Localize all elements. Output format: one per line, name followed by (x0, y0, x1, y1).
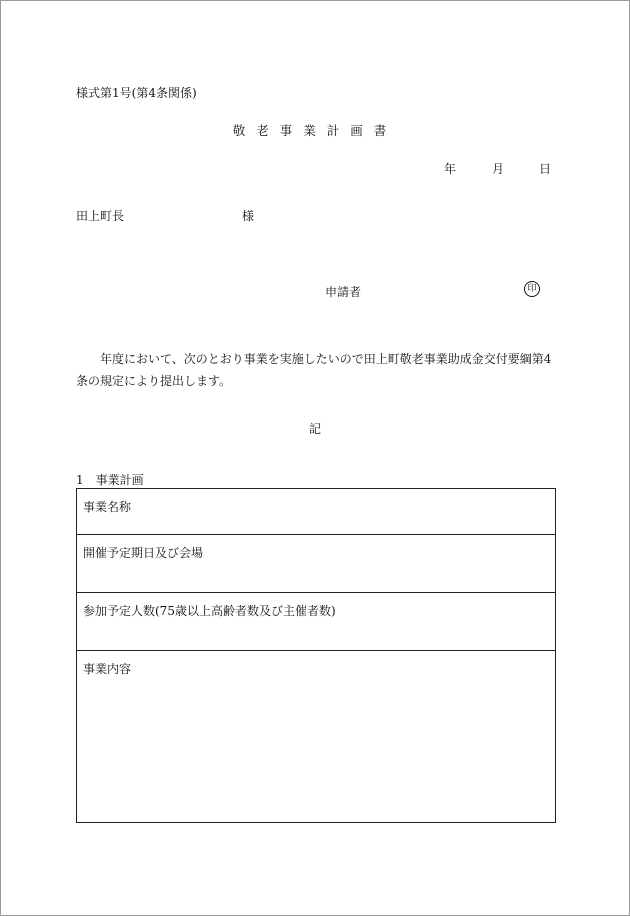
date-day-label: 日 (539, 162, 552, 176)
table-row (77, 489, 556, 535)
date-year-label: 年 (444, 162, 457, 176)
event-name-cell: 事業名称 (77, 489, 556, 535)
body-paragraph: 年度において、次のとおり事業を実施したいので田上町敬老事業助成金交付要綱第4条の規定により提出します。 (76, 352, 552, 388)
ki-heading: 記 (308, 422, 321, 436)
schedule-venue-cell: 開催予定期日及び会場 (77, 535, 556, 593)
participants-cell: 参加予定人数(75歳以上高齢者数及び主催者数) (77, 593, 556, 651)
addressee: 田上町長 (76, 209, 125, 223)
honorific: 様 (242, 209, 255, 223)
section-title: 1 事業計画 (76, 473, 144, 487)
event-content-cell: 事業内容 (77, 651, 556, 823)
date-month-label: 月 (492, 162, 505, 176)
plan-table (76, 488, 556, 823)
document-title: 敬老事業計画書 (232, 123, 398, 138)
table-row (77, 593, 556, 651)
table-row (77, 535, 556, 593)
table-row (77, 651, 556, 823)
seal-mark: 印 (524, 281, 540, 297)
form-number: 様式第1号(第4条関係) (76, 86, 197, 100)
applicant-label: 申請者 (325, 285, 362, 299)
